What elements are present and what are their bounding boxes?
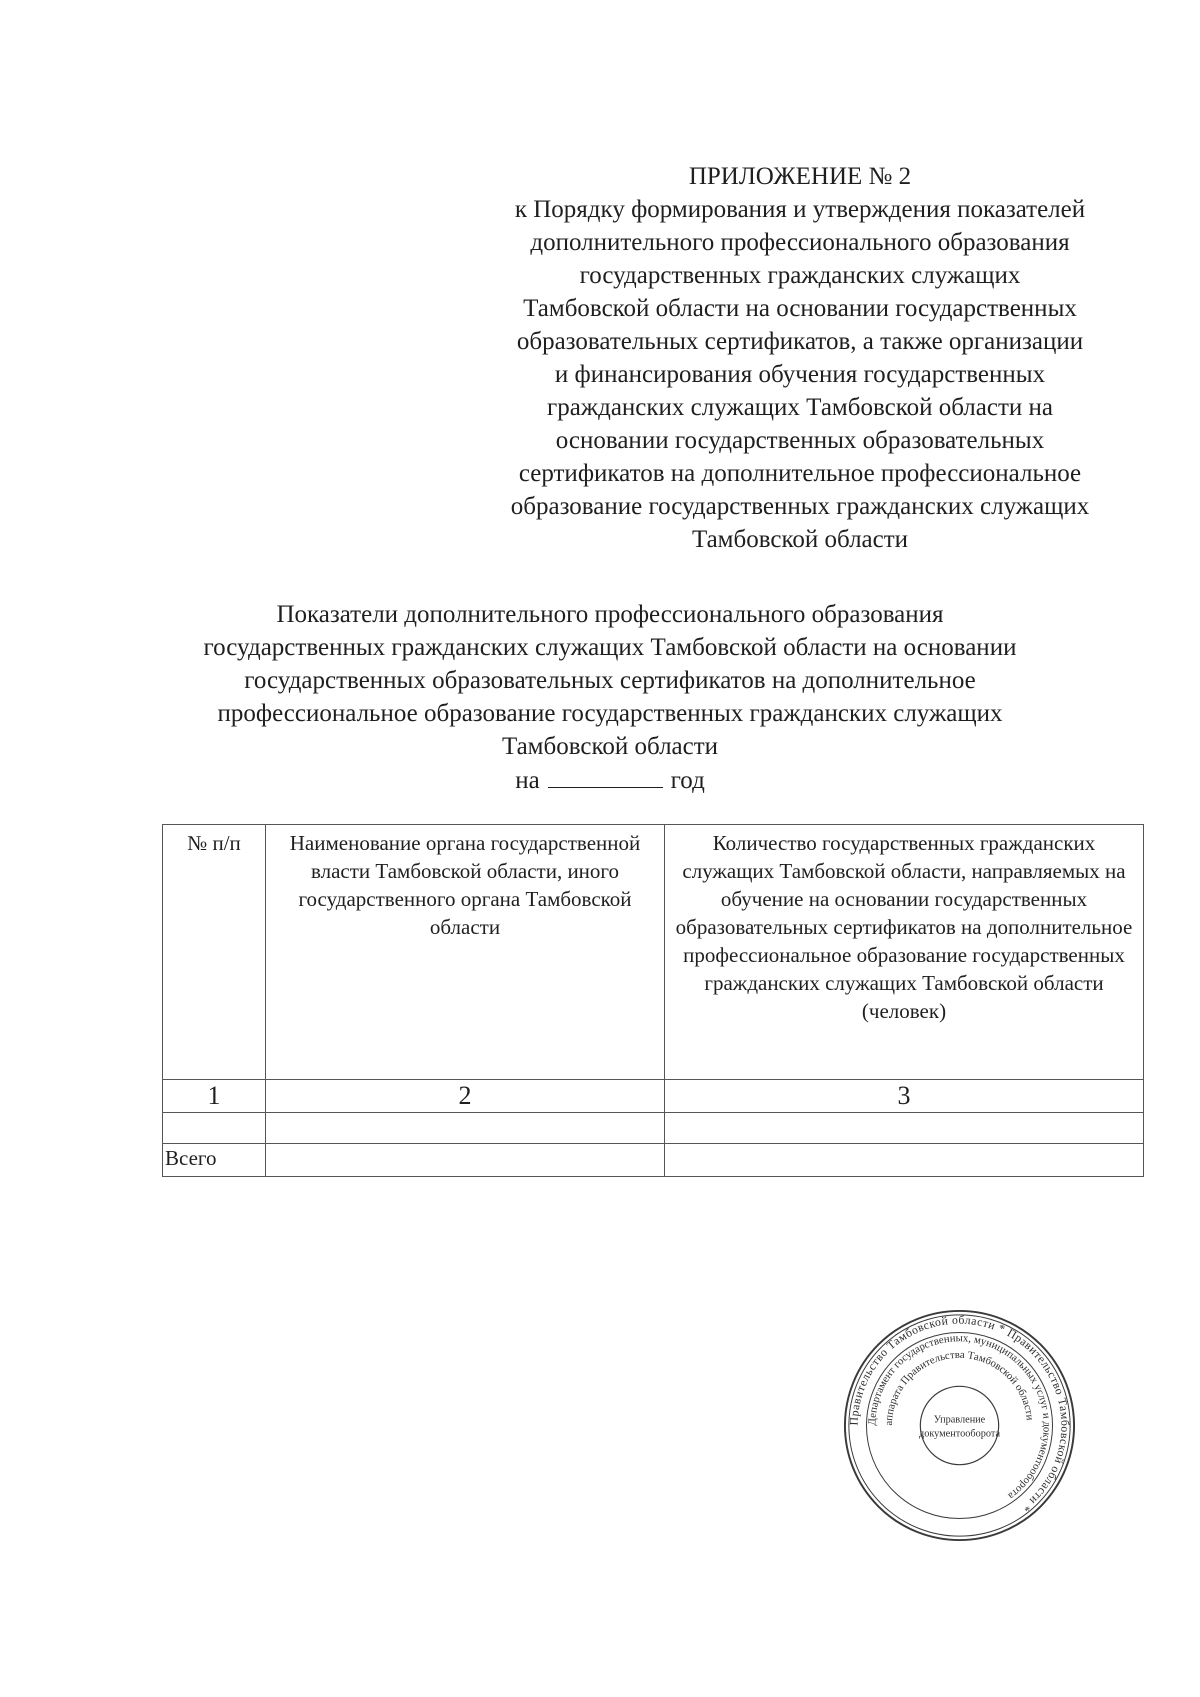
official-seal-stamp [842,1308,1077,1543]
appendix-line: основании государственных образовательных [555,427,1045,454]
title-line: Тамбовской области [501,733,719,760]
appendix-line: образовательных сертификатов, а также организации [516,328,1084,355]
year-suffix: год [670,767,705,794]
appendix-line: образование государственных гражданских служащих [510,493,1090,520]
year-line [515,763,705,797]
indicators-table [162,824,1144,1177]
appendix-line: гражданских служащих Тамбовской области на [546,394,1054,421]
table-cell[interactable] [266,1144,665,1177]
stamp-center-line: документооборота [918,1428,1001,1440]
total-row [163,1144,1144,1177]
stamp-middle-ring-text: Департамент государственных, муниципальных услуг и документооборота [866,1332,1053,1502]
year-blank-field[interactable] [548,763,663,788]
header-organ-name: Наименование органа государственной власти Тамбовской области, иного государственного органа Тамбовской области [266,825,665,1080]
appendix-line: сертификатов на дополнительное профессиональное [518,460,1082,487]
title-line: государственных гражданских служащих Тамбовской области на основании [203,634,1017,661]
header-employee-count: Количество государственных гражданских служащих Тамбовской области, направляемых на обучение на основании государственных образовательных сертификатов на дополнительное профессиональное образование государственных гражданских служащих Тамбовской области (человек) [665,825,1144,1080]
table-cell[interactable] [163,1113,266,1144]
column-number-row [163,1080,1144,1113]
total-value-cell[interactable] [665,1144,1144,1177]
table-cell[interactable] [266,1113,665,1144]
appendix-line: государственных гражданских служащих [579,262,1021,289]
column-number: 1 [163,1080,266,1113]
appendix-line: дополнительного профессионального образования [530,229,1070,256]
stamp-outer-ring-text: Правительство Тамбовской области * Правительство Тамбовской области * [847,1313,1072,1515]
title-line: государственных образовательных сертификатов на дополнительное [244,667,976,694]
stamp-center-line: Управление [933,1414,986,1426]
appendix-line: Тамбовской области на основании государственных [523,295,1077,322]
appendix-line: Тамбовской области [691,526,909,553]
total-label: Всего [163,1144,266,1177]
appendix-header [470,160,1130,556]
appendix-line: к Порядку формирования и утверждения показателей [514,196,1086,223]
table-cell[interactable] [665,1113,1144,1144]
table-row [163,1113,1144,1144]
table-header-row [163,825,1144,1080]
stamp-inner-ring-text: аппарата Правительства Тамбовской области [882,1348,1036,1426]
title-line: Показатели дополнительного профессионального образования [276,601,944,628]
appendix-heading: ПРИЛОЖЕНИЕ № 2 [688,163,912,190]
column-number: 2 [266,1080,665,1113]
document-title [140,598,1080,797]
header-number: № п/п [163,825,266,1080]
appendix-line: и финансирования обучения государственных [554,361,1046,388]
title-line: профессиональное образование государственных гражданских служащих [217,700,1003,727]
year-prefix: на [515,767,540,794]
column-number: 3 [665,1080,1144,1113]
